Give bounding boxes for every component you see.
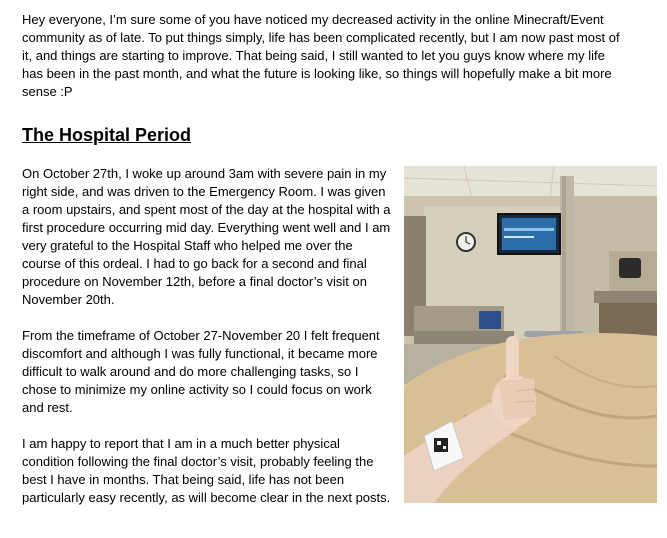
paragraph-recovery: I am happy to report that I am in a much better physical condition following the final doctor’s visit, probably feeling the best I have in months. That being said, life has not been particularly easy recently, as will become clear in the next posts. [22, 436, 391, 505]
intro-paragraph: Hey everyone, I’m sure some of you have noticed my decreased activity in the online Minecraft/Event community as of late. To put things simply, life has been complicated recently, but I am now past most of it, and things are starting to improve. That being said, I still wanted to let you guys know where my life has been in the past month, and what the future is looking like, so things will hopefully make a bit more sense :P [22, 12, 620, 99]
section-body [22, 165, 394, 525]
paragraph-timeframe: From the timeframe of October 27-November 20 I felt frequent discomfort and although I was fully functional, it became more difficult to walk around and do more challenging tasks, so I chose to minimize my online activity so I could focus on work and rest. [22, 328, 380, 415]
hospital-photo [404, 166, 657, 503]
paragraph-hospital-visit: On October 27th, I woke up around 3am with severe pain in my right side, and was driven to the Emergency Room. I was given a room upstairs, and spent most of the day at the hospital with a first procedure occurring mid day. Everything went well and I am very grateful to the Hospital Staff who helped me over the course of this ordeal. I had to go back for a second and final procedure on November 12th, before a final doctor’s visit on November 20th. [22, 166, 391, 307]
section-heading: The Hospital Period [22, 125, 192, 145]
